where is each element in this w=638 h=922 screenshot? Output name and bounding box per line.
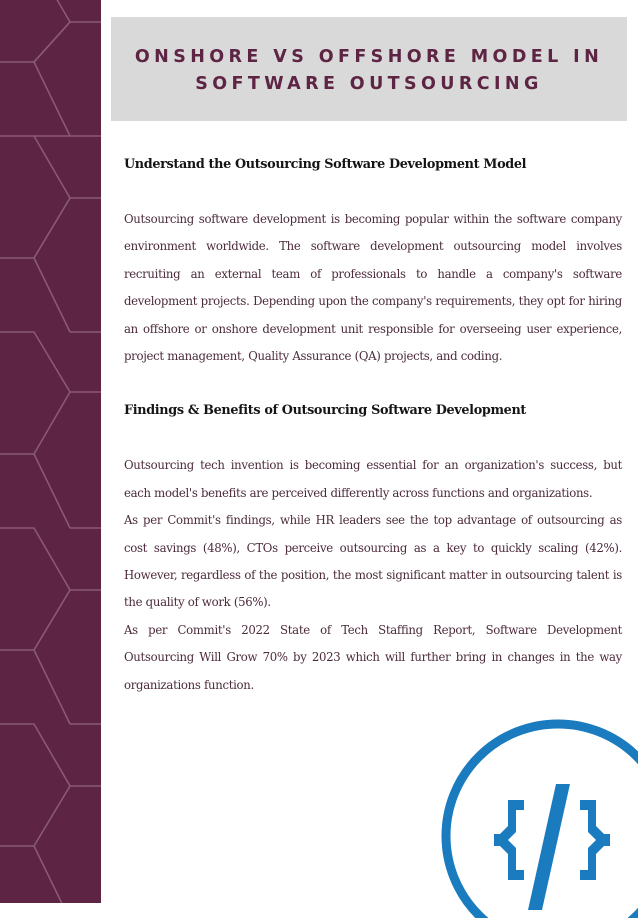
main-content <box>124 150 622 699</box>
paragraph-tech-invention: Outsourcing tech invention is becoming essential for an organization's success, but each model's benefits are perceived differently across functions and organizations. <box>124 458 622 500</box>
section-heading-findings: Findings & Benefits of Outsourcing Software Development <box>124 403 526 419</box>
code-logo-graphic <box>438 718 638 918</box>
page-header <box>111 17 627 121</box>
page-title <box>135 40 603 98</box>
sidebar-hexagon-pattern <box>0 0 101 903</box>
section-heading-understand: Understand the Outsourcing Software Development Model <box>124 157 527 172</box>
page-title-line-1: ONSHORE VS OFFSHORE MODEL IN <box>134 47 604 67</box>
paragraph-outsourcing-model: Outsourcing software development is becoming popular within the software company environment worldwide. The software development outsourcing model involves recruiting an external team of professionals to handle a company's software development projects. Depending upon the company's requirements, they opt for hiring an offshore or onshore development unit responsible for overseeing user experience, project management, Quality Assurance (QA) projects, and coding. <box>124 212 622 364</box>
hexagon-pattern <box>0 0 101 903</box>
paragraph-staffing-report: As per Commit's 2022 State of Tech Staffing Report, Software Development Outsourcing Will Grow 70% by 2023 which will further bring in changes in the way organizations function. <box>124 622 622 692</box>
page-title-line-2: SOFTWARE OUTSOURCING <box>195 74 543 94</box>
code-braces-slash-icon <box>438 718 638 918</box>
paragraph-commit-findings: As per Commit's findings, while HR leaders see the top advantage of outsourcing as cost savings (48%), CTOs perceive outsourcing as a key to quickly scaling (42%). However, regardless of the position, the most significant matter in outsourcing talent is the quality of work (56%). <box>124 513 622 610</box>
